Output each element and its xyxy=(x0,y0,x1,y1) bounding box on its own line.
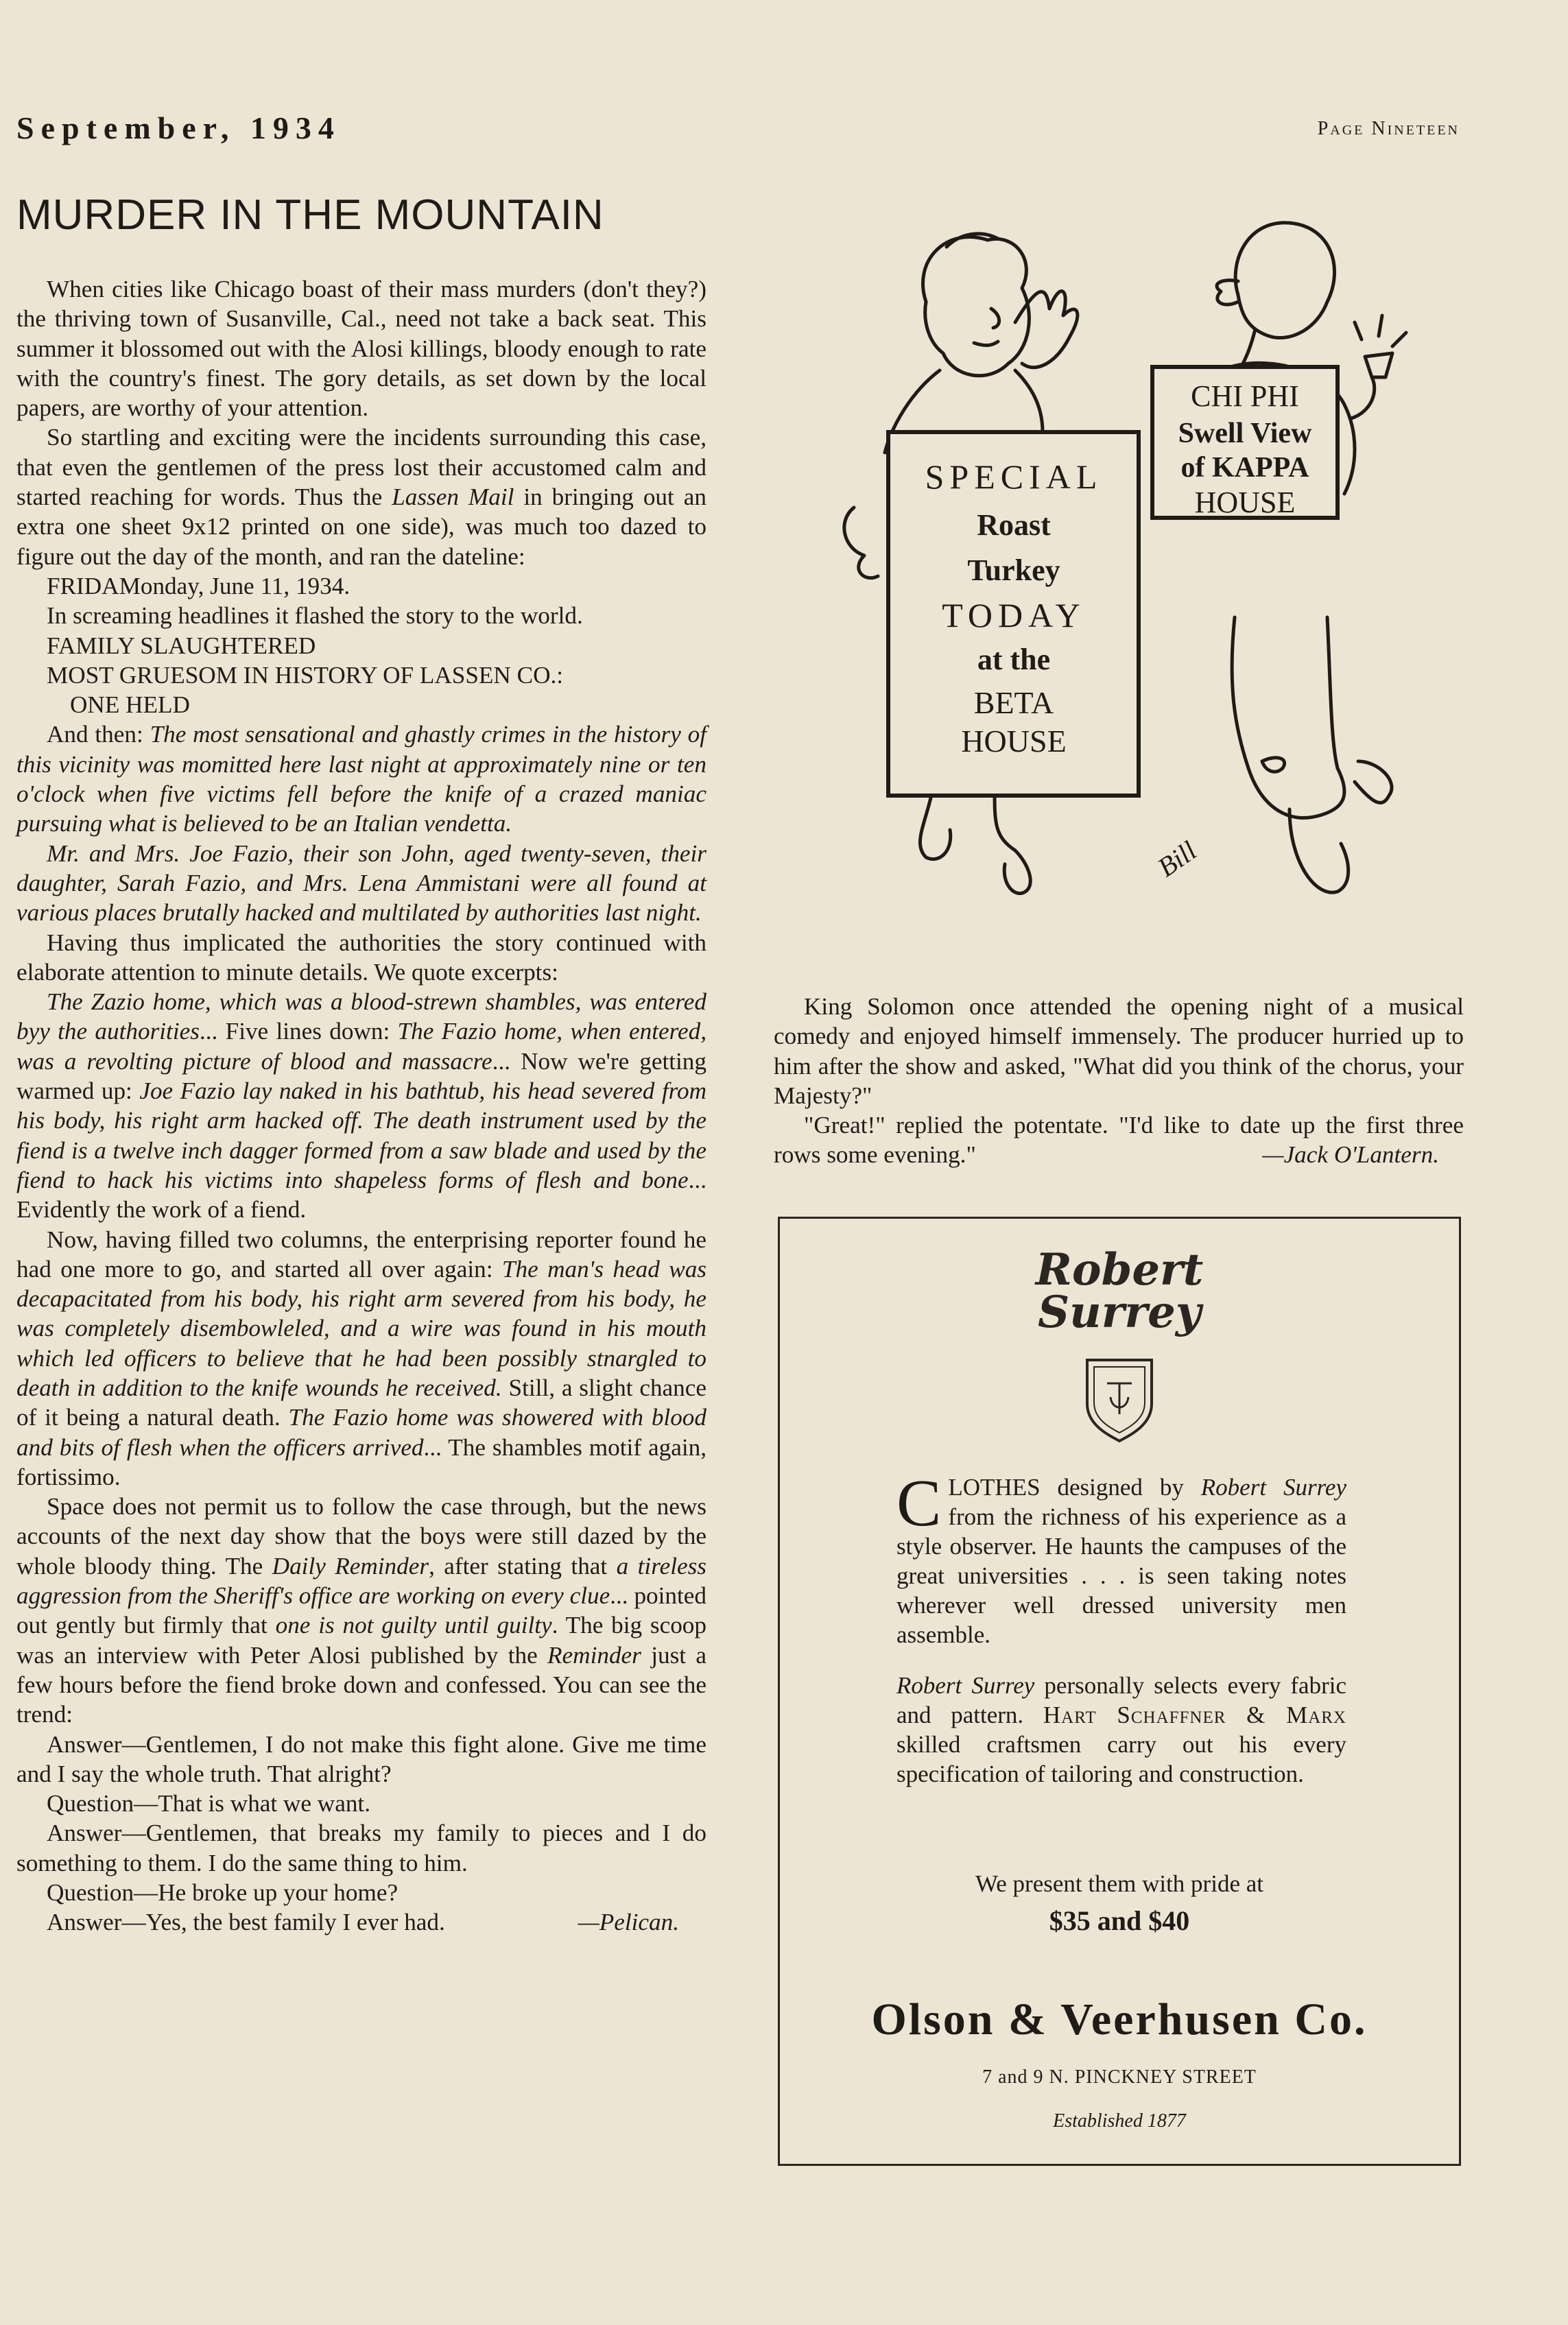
article-paragraph: So startling and exciting were the incidents surrounding this case, that even the gentlemen of the press lost their accustomed calm and started reaching for words. Thus the Lassen Mail in bringing out an extra one sheet 9x12 printed on one side), was much too dazed to figure out the day of the month, and ran the dateline: xyxy=(16,424,706,570)
company-established: Established 1877 xyxy=(1053,2110,1186,2132)
sign-left-line: at the xyxy=(977,643,1051,676)
article-paragraph: Space does not permit us to follow the case through, but the news accounts of the next day show that the boys were still dazed by the whole bloody thing. The Daily Reminder, after stating that a tireless aggression from the Sheriff's office are working on every clue... pointed out gently but firmly that one is not guilty until guilty. The big scoop was an interview with Peter Alosi published by the Reminder just a few hours before the fiend broke down and confessed. You can see the trend: xyxy=(16,1493,706,1728)
article-paragraph: And then: The most sensational and ghastly crimes in the history of this vicinity was momitted here last night at approximately nine or ten o'clock when five victims fell before the knife of a crazed maniac pursuing what is believed to be an Italian vendetta. xyxy=(16,721,706,837)
shield-icon xyxy=(1083,1356,1156,1444)
brand-logo xyxy=(780,1244,1459,1338)
headline-line: MOST GRUESOM IN HISTORY OF LASSEN CO.: xyxy=(47,661,564,689)
article-paragraph: When cities like Chicago boast of their mass murders (don't they?) the thriving town of Susanville, Cal., need not take a back seat. This summer it blossomed out with the Alosi killings, bloody enough to rate with the country's finest. The gory details, as set down by the local papers, are worthy of your attention. xyxy=(16,276,706,422)
interview-line: Answer—Yes, the best family I ever had. —Pelican. xyxy=(16,1907,706,1937)
joke-paragraph: "Great!" replied the potentate. "I'd like to date up the first three rows some evening." —Jack O'Lantern. xyxy=(774,1110,1464,1170)
sign-right-line: HOUSE xyxy=(1194,486,1296,519)
article-source: —Pelican. xyxy=(578,1909,679,1936)
joke-source: —Jack O'Lantern. xyxy=(1262,1141,1439,1169)
advertisement xyxy=(778,1217,1461,2166)
article-body xyxy=(16,274,706,1937)
sign-right-line: Swell View xyxy=(1178,418,1312,449)
dateline: FRIDAMonday, June 11, 1934. xyxy=(47,572,351,599)
sign-right-line: of KAPPA xyxy=(1180,452,1309,484)
sign-left-line: HOUSE xyxy=(961,724,1067,759)
ad-present-line: We present them with pride at xyxy=(975,1870,1263,1897)
artist-signature: Bill xyxy=(1152,835,1202,883)
sign-left-line: BETA xyxy=(973,685,1054,720)
article-paragraph: Now, having filled two columns, the enterprising reporter found he had one more to go, and started all over again: The man's head was decapacitated from his body, his right arm severed from his body, he was completely disembowleled, and a wire was found in his mouth which led officers to believe that he had been possibly stnargled to death in addition to the knife wounds he received. Still, a slight chance of it being a natural death. The Fazio home was showered with blood and bits of flesh when the officers arrived... The shambles motif again, fortissimo. xyxy=(16,1226,706,1490)
headline-line: ONE HELD xyxy=(70,691,190,719)
ad-paragraph: Robert Surrey personally selects every fabric and pattern. Hart Schaffner & Marx skilled craftsmen carry out his every specification of tailoring and construction. xyxy=(896,1672,1346,1787)
article-title: MURDER IN THE MOUNTAIN xyxy=(16,191,604,239)
article-paragraph: Having thus implicated the authorities the story continued with elaborate attention to minute details. We quote excerpts: xyxy=(16,929,706,986)
interview-line: Answer—Gentlemen, I do not make this fight alone. Give me time and I say the whole truth. That alright? xyxy=(16,1730,706,1787)
sign-left-line: Roast xyxy=(977,508,1051,542)
company-address: 7 and 9 N. PINCKNEY STREET xyxy=(982,2066,1257,2088)
interview-line: Question—He broke up your home? xyxy=(47,1879,399,1907)
sign-left-line: Turkey xyxy=(967,553,1060,587)
page-number: Page Nineteen xyxy=(1317,118,1460,139)
headline-line: FAMILY SLAUGHTERED xyxy=(47,632,316,659)
cartoon-illustration xyxy=(809,206,1447,933)
joke-paragraph: King Solomon once attended the opening night of a musical comedy and enjoyed himself immensely. The producer hurried up to him after the show and asked, "What did you think of the chorus, your Majesty?" xyxy=(774,993,1464,1109)
article-paragraph: The Zazio home, which was a blood-strewn shambles, was entered byy the authorities... Five lines down: The Fazio home, when entered, was a revolting picture of blood and massacre... Now we're getting warmed up: Joe Fazio lay naked in his bathtub, his head severed from his body, his right arm hacked off. The death instrument used by the fiend is a twelve inch dagger formed from a saw blade and used by the fiend to hack his victims into shapeless forms of flesh and bone... Evidently the work of a fiend. xyxy=(16,988,706,1224)
article-paragraph: Mr. and Mrs. Joe Fazio, their son John, aged twenty-seven, their daughter, Sarah Fazio, and Mrs. Lena Ammistani were all found at various places brutally hacked and multilated by authorities last night. xyxy=(16,839,706,927)
ad-paragraph: CLOTHES designed by Robert Surrey from the richness of his experience as a style observer. He haunts the campuses of the great universities . . . is seen taking notes wherever well dressed university men assemble. xyxy=(896,1466,1346,1648)
page-header-date: September, 1934 xyxy=(16,110,341,145)
joke-column xyxy=(774,992,1464,1170)
sign-left-line: SPECIAL xyxy=(925,457,1103,496)
ad-copy xyxy=(896,1466,1346,1810)
interview-line: Question—That is what we want. xyxy=(47,1790,371,1817)
brand-line: Robert xyxy=(1035,1244,1204,1296)
drop-cap: C xyxy=(896,1466,942,1540)
sign-right-line: CHI PHI xyxy=(1191,379,1299,413)
sign-left-line: TODAY xyxy=(942,596,1086,634)
article-paragraph: In screaming headlines it flashed the story to the world. xyxy=(47,602,583,630)
brand-line: Surrey xyxy=(1037,1287,1202,1338)
company-name: Olson & Veerhusen Co. xyxy=(871,1994,1368,2044)
interview-line: Answer—Gentlemen, that breaks my family to pieces and I do something to them. I do the same thing to him. xyxy=(16,1820,706,1876)
ad-prices: $35 and $40 xyxy=(1049,1905,1190,1936)
